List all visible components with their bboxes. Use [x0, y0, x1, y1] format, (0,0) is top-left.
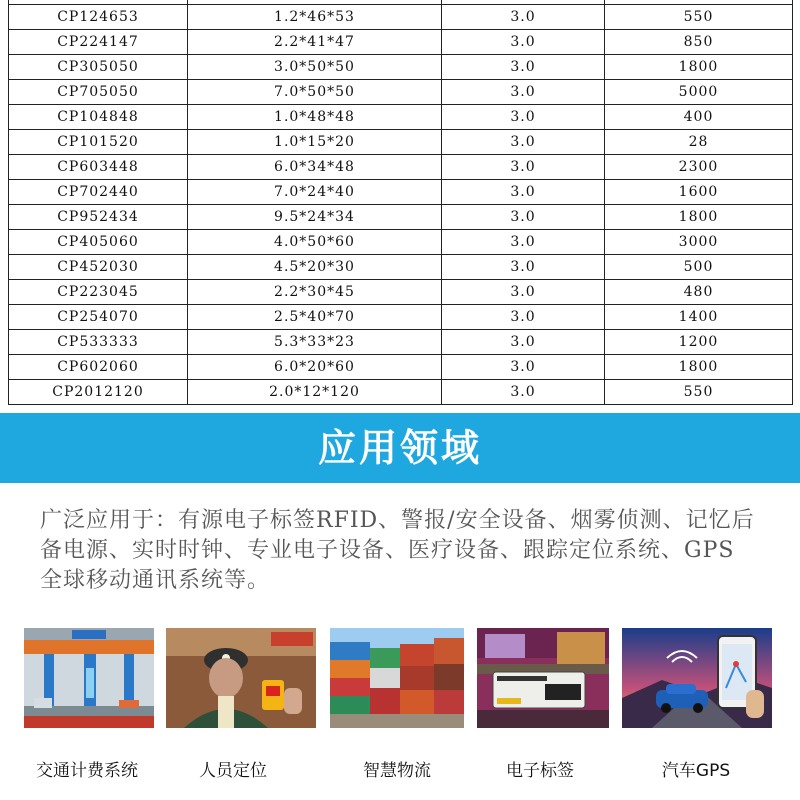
voltage-cell: 3.0	[442, 305, 605, 330]
model-cell: CP224147	[9, 30, 188, 55]
voltage-cell: 3.0	[442, 230, 605, 255]
model-cell: CP124653	[9, 5, 188, 30]
capacity-cell: 5000	[605, 80, 793, 105]
table-row	[9, 230, 793, 255]
section-title: 应用领域	[317, 426, 482, 470]
capacity-cell: 1400	[605, 305, 793, 330]
toll-gate-photo-icon	[24, 628, 154, 728]
application-label-toll: 交通计费系统	[36, 761, 138, 781]
application-label-logistics: 智慧物流	[363, 761, 431, 781]
table-row	[9, 80, 793, 105]
table-row	[9, 280, 793, 305]
table-row	[9, 380, 793, 405]
dimension-cell: 5.3*33*23	[188, 330, 442, 355]
table-row	[9, 330, 793, 355]
table-row	[9, 55, 793, 80]
capacity-cell: 3000	[605, 230, 793, 255]
dimension-cell: 3.0*50*50	[188, 55, 442, 80]
capacity-cell: 500	[605, 255, 793, 280]
voltage-cell: 3.0	[442, 155, 605, 180]
voltage-cell: 3.0	[442, 55, 605, 80]
voltage-cell: 3.0	[442, 30, 605, 55]
model-cell: CP952434	[9, 205, 188, 230]
electronic-shelf-label-photo-icon	[477, 628, 609, 728]
capacity-cell: 850	[605, 30, 793, 55]
voltage-cell: 3.0	[442, 355, 605, 380]
dimension-cell: 1.0*15*20	[188, 130, 442, 155]
voltage-cell: 3.0	[442, 255, 605, 280]
application-gallery	[0, 628, 800, 800]
section-banner	[0, 413, 800, 483]
table-row	[9, 305, 793, 330]
dimension-cell: 1.0*48*48	[188, 105, 442, 130]
model-cell: CP533333	[9, 330, 188, 355]
capacity-cell: 400	[605, 105, 793, 130]
dimension-cell: 1.2*46*53	[188, 5, 442, 30]
model-cell: CP305050	[9, 55, 188, 80]
voltage-cell: 3.0	[442, 180, 605, 205]
capacity-cell: 480	[605, 280, 793, 305]
application-label-car-gps: 汽车GPS	[661, 761, 731, 781]
table-row	[9, 355, 793, 380]
voltage-cell: 3.0	[442, 380, 605, 405]
application-tile-esl	[477, 628, 609, 728]
model-cell: CP2012120	[9, 380, 188, 405]
table-row	[9, 180, 793, 205]
dimension-cell: 2.2*30*45	[188, 280, 442, 305]
shipping-containers-photo-icon	[330, 628, 464, 728]
worker-locator-photo-icon	[166, 628, 316, 728]
capacity-cell: 550	[605, 380, 793, 405]
spec-table	[8, 0, 793, 405]
voltage-cell: 3.0	[442, 330, 605, 355]
table-row	[9, 105, 793, 130]
table-row	[9, 30, 793, 55]
capacity-cell: 1800	[605, 355, 793, 380]
dimension-cell: 4.0*50*60	[188, 230, 442, 255]
dimension-cell: 7.0*50*50	[188, 80, 442, 105]
model-cell: CP452030	[9, 255, 188, 280]
voltage-cell: 3.0	[442, 205, 605, 230]
model-cell: CP104848	[9, 105, 188, 130]
capacity-cell: 1600	[605, 180, 793, 205]
dimension-cell: 2.2*41*47	[188, 30, 442, 55]
application-label-worker: 人员定位	[199, 761, 267, 781]
model-cell: CP223045	[9, 280, 188, 305]
dimension-cell: 2.0*12*120	[188, 380, 442, 405]
application-label-esl: 电子标签	[506, 761, 574, 781]
model-cell: CP705050	[9, 80, 188, 105]
dimension-cell: 6.0*34*48	[188, 155, 442, 180]
voltage-cell: 3.0	[442, 5, 605, 30]
voltage-cell: 3.0	[442, 80, 605, 105]
model-cell: CP101520	[9, 130, 188, 155]
car-gps-photo-icon	[622, 628, 772, 728]
application-tile-logistics	[330, 628, 464, 728]
application-tile-car-gps	[622, 628, 772, 728]
capacity-cell: 2300	[605, 155, 793, 180]
voltage-cell: 3.0	[442, 280, 605, 305]
table-row	[9, 130, 793, 155]
dimension-cell: 9.5*24*34	[188, 205, 442, 230]
capacity-cell: 1800	[605, 205, 793, 230]
capacity-cell: 1200	[605, 330, 793, 355]
dimension-cell: 2.5*40*70	[188, 305, 442, 330]
table-row	[9, 205, 793, 230]
application-tile-toll	[24, 628, 154, 728]
voltage-cell: 3.0	[442, 105, 605, 130]
model-cell: CP602060	[9, 355, 188, 380]
model-cell: CP603448	[9, 155, 188, 180]
dimension-cell: 4.5*20*30	[188, 255, 442, 280]
dimension-cell: 7.0*24*40	[188, 180, 442, 205]
capacity-cell: 28	[605, 130, 793, 155]
table-row	[9, 255, 793, 280]
table-row	[9, 155, 793, 180]
voltage-cell: 3.0	[442, 130, 605, 155]
model-cell: CP254070	[9, 305, 188, 330]
spec-table-container	[8, 0, 792, 405]
application-description: 广泛应用于：有源电子标签RFID、警报/安全设备、烟雾侦测、记忆后备电源、实时时钟、专业电子设备、医疗设备、跟踪定位系统、GPS 全球移动通讯系统等。	[40, 508, 755, 593]
capacity-cell: 1800	[605, 55, 793, 80]
dimension-cell: 6.0*20*60	[188, 355, 442, 380]
table-row	[9, 5, 793, 30]
model-cell: CP405060	[9, 230, 188, 255]
model-cell: CP702440	[9, 180, 188, 205]
capacity-cell: 550	[605, 5, 793, 30]
application-tile-worker	[166, 628, 316, 728]
